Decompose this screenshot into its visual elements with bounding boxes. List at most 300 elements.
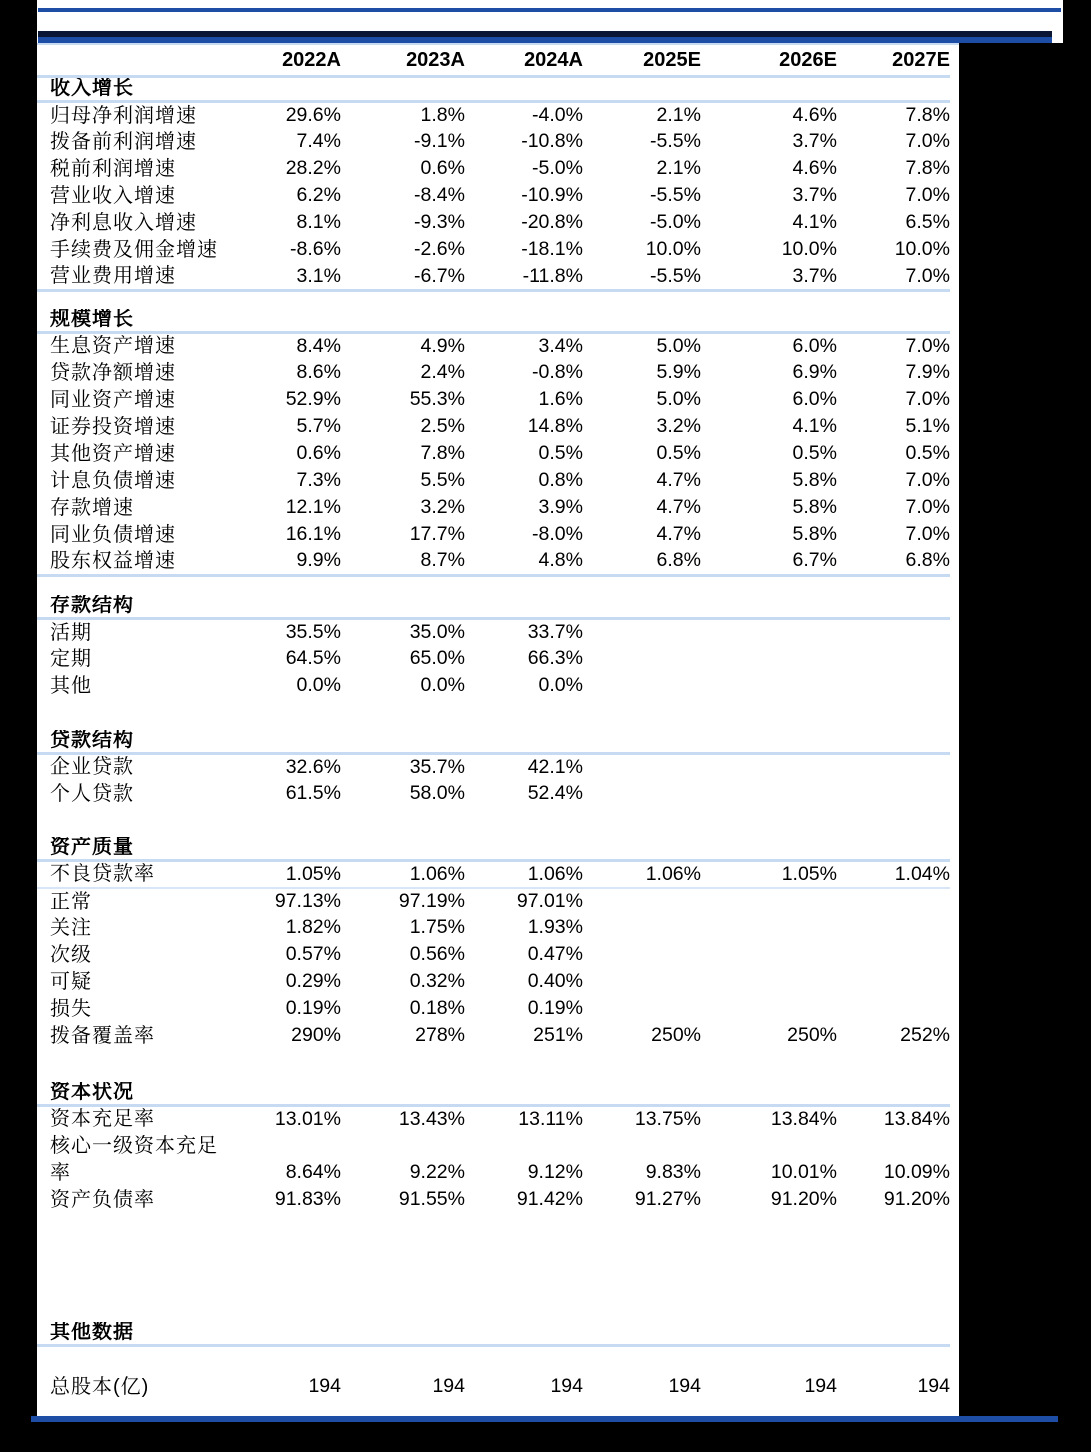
section-title: 存款结构 [37, 595, 950, 619]
table-row [37, 646, 950, 673]
cell-value [837, 673, 950, 700]
cell-value: 194 [668, 1375, 701, 1398]
cell-value: 0.19% [527, 997, 583, 1020]
cell-value: 4.6% [792, 157, 837, 180]
cell-value: -0.8% [532, 360, 583, 383]
section-title: 规模增长 [37, 309, 950, 333]
cell-value: 52.4% [527, 781, 583, 804]
cell-value: 9.22% [409, 1160, 465, 1183]
cell-value [583, 673, 701, 700]
cell-value: 1.05% [701, 861, 837, 888]
row-label: 率 [50, 1161, 71, 1184]
cell-value: 4.7% [656, 522, 701, 545]
table-row [37, 183, 950, 210]
cell-value: 5.0% [656, 387, 701, 410]
section-title: 资本状况 [37, 1082, 950, 1106]
cell-value: 3.7% [701, 264, 837, 291]
section-header-row [37, 595, 950, 619]
table-row [37, 861, 950, 888]
cell-value [465, 1132, 583, 1159]
cell-value: -9.1% [414, 130, 465, 153]
cell-value: 8.7% [341, 548, 465, 575]
row-label: 个人贷款 [50, 782, 134, 805]
cell-value: -5.5% [583, 264, 701, 291]
cell-value [701, 619, 837, 646]
row-label: 核心一级资本充足 [50, 1134, 218, 1157]
cell-value [583, 888, 701, 915]
cell-value: -4.0% [532, 104, 583, 126]
cell-value: 5.1% [905, 414, 950, 437]
cell-value: 194 [804, 1375, 837, 1398]
table-row [37, 359, 950, 386]
cell-value [701, 996, 837, 1023]
cell-value: 6.5% [905, 211, 950, 234]
cell-value: 91.20% [770, 1187, 837, 1210]
cell-value: 64.5% [285, 647, 341, 670]
row-label: 总股本(亿) [50, 1376, 150, 1398]
cell-value: 2.5% [420, 414, 465, 437]
cell-value: -20.8% [521, 211, 583, 234]
section-title: 其他数据 [37, 1322, 950, 1346]
cell-value: 194 [917, 1375, 950, 1398]
table-row [37, 888, 950, 915]
table-row [37, 548, 950, 575]
cell-value: 1.82% [285, 916, 341, 939]
cell-value: 8.64% [285, 1160, 341, 1183]
cell-value: 0.6% [420, 157, 465, 180]
financial-forecast-table [37, 45, 950, 1401]
cell-value: 52.9% [285, 387, 341, 410]
spacer-row [37, 807, 950, 837]
cell-value: 251% [533, 1024, 583, 1047]
row-label: 净利息收入增速 [50, 212, 197, 234]
cell-value: 4.6% [792, 104, 837, 126]
table-row [37, 753, 950, 780]
cell-value: 5.7% [296, 414, 341, 437]
spacer-cell [37, 1346, 950, 1374]
spacer-cell [37, 807, 950, 837]
table-row [37, 386, 950, 413]
table-row [37, 237, 950, 264]
cell-value [837, 780, 950, 807]
section-header-row [37, 837, 950, 861]
row-label: 可疑 [50, 971, 92, 993]
cell-value: 13.84% [883, 1107, 950, 1130]
year-column-header: 2025E [583, 45, 701, 77]
section-header-row [37, 309, 950, 333]
cell-value [341, 1132, 465, 1159]
cell-value: 55.3% [409, 387, 465, 410]
cell-value [701, 942, 837, 969]
cell-value: 2.1% [656, 157, 701, 180]
year-column-header: 2023A [341, 45, 465, 77]
cell-value: 0.47% [527, 943, 583, 966]
cell-value: 0.8% [538, 468, 583, 491]
cell-value [837, 888, 950, 915]
cell-value [837, 942, 950, 969]
cell-value: -10.8% [521, 130, 583, 153]
cell-value: 7.8% [905, 157, 950, 180]
cell-value: 9.12% [527, 1160, 583, 1183]
cell-value: 10.0% [894, 238, 950, 261]
cell-value: 6.8% [837, 548, 950, 575]
cell-value: 14.8% [527, 414, 583, 437]
section-title: 贷款结构 [37, 730, 950, 754]
cell-value: 0.0% [538, 674, 583, 697]
cell-value: -5.0% [532, 157, 583, 180]
cell-value: 1.93% [527, 916, 583, 939]
cell-value: 2.1% [656, 104, 701, 126]
cell-value: 1.06% [341, 861, 465, 888]
cell-value: 0.0% [296, 674, 341, 697]
section-header-row [37, 1322, 950, 1346]
top-rule-line [38, 8, 1061, 12]
cell-value: -10.9% [521, 184, 583, 207]
row-label: 拨备覆盖率 [50, 1025, 155, 1047]
cell-value: 5.8% [792, 495, 837, 518]
row-label: 归母净利润增速 [50, 104, 197, 127]
cell-value: 61.5% [285, 781, 341, 804]
cell-value: 0.18% [409, 997, 465, 1020]
cell-value [701, 753, 837, 780]
cell-value: 7.0% [905, 387, 950, 410]
row-label: 生息资产增速 [50, 335, 176, 358]
cell-value: 35.7% [409, 755, 465, 778]
cell-value: -5.5% [650, 130, 701, 153]
spacer-cell [37, 1050, 950, 1082]
table-row [37, 1132, 950, 1159]
row-label: 同业资产增速 [50, 388, 176, 411]
row-label: 正常 [50, 890, 92, 913]
row-label: 同业负债增速 [50, 523, 176, 546]
year-column-header: 2027E [837, 45, 950, 77]
row-label: 不良贷款率 [37, 861, 237, 888]
cell-value: 91.83% [274, 1187, 341, 1210]
row-label: 资产负债率 [50, 1188, 155, 1211]
table-row [37, 210, 950, 237]
cell-value: 35.5% [285, 621, 341, 643]
cell-value [837, 753, 950, 780]
year-column-header: 2024A [465, 45, 583, 77]
cell-value: 1.04% [837, 861, 950, 888]
cell-value [583, 753, 701, 780]
cell-value: 1.06% [583, 861, 701, 888]
cell-value: 35.0% [409, 621, 465, 643]
cell-value [701, 780, 837, 807]
spacer-cell [37, 291, 950, 309]
cell-value [837, 1132, 950, 1159]
table-row [37, 102, 950, 129]
cell-value: 6.8% [583, 548, 701, 575]
cell-value: 9.9% [237, 548, 341, 575]
row-label: 手续费及佣金增速 [50, 239, 218, 261]
table-row [37, 780, 950, 807]
row-label: 企业贷款 [50, 756, 134, 779]
row-label: 其他 [50, 675, 92, 697]
cell-value: 0.5% [538, 441, 583, 464]
table-row [37, 1105, 950, 1132]
table-row [37, 521, 950, 548]
cell-value: 4.1% [792, 414, 837, 437]
cell-value: 4.1% [792, 211, 837, 234]
table-row [37, 969, 950, 996]
cell-value: 6.2% [296, 184, 341, 207]
cell-value: 7.0% [905, 495, 950, 518]
table-row [37, 440, 950, 467]
cell-value: 32.6% [285, 755, 341, 778]
cell-value: 7.3% [296, 468, 341, 491]
row-label: 活期 [50, 621, 92, 644]
cell-value: -8.0% [532, 522, 583, 545]
cell-value [837, 969, 950, 996]
cell-value [237, 1132, 341, 1159]
cell-value: 10.09% [883, 1160, 950, 1183]
cell-value: 7.8% [905, 104, 950, 126]
cell-value: 0.0% [420, 674, 465, 697]
cell-value: 7.9% [905, 360, 950, 383]
table-top-rule-line [38, 31, 1052, 43]
label-column-header [37, 45, 237, 77]
cell-value [583, 646, 701, 673]
cell-value: 194 [550, 1375, 583, 1398]
cell-value: 91.27% [634, 1187, 701, 1210]
cell-value: 97.13% [274, 889, 341, 912]
table-row [37, 156, 950, 183]
cell-value: 8.4% [296, 334, 341, 357]
cell-value: 6.0% [792, 387, 837, 410]
cell-value: 3.7% [792, 130, 837, 153]
section-title: 资产质量 [37, 837, 950, 861]
cell-value: 3.2% [420, 495, 465, 518]
row-label: 拨备前利润增速 [50, 131, 197, 153]
table-row [37, 619, 950, 646]
cell-value: 91.55% [398, 1187, 465, 1210]
section-title: 收入增长 [37, 77, 950, 102]
table-row [37, 996, 950, 1023]
cell-value: -6.7% [341, 264, 465, 291]
cell-value: 278% [415, 1024, 465, 1047]
cell-value: 4.7% [656, 468, 701, 491]
cell-value: 4.7% [656, 495, 701, 518]
cell-value: 0.40% [527, 970, 583, 993]
cell-value: 16.1% [285, 522, 341, 545]
cell-value: -2.6% [414, 238, 465, 261]
spacer-row [37, 700, 950, 730]
year-header-row [37, 45, 950, 77]
cell-value: 97.19% [398, 889, 465, 912]
row-label: 资本充足率 [50, 1108, 155, 1131]
cell-value: 0.56% [409, 943, 465, 966]
spacer-row [37, 1346, 950, 1374]
cell-value [701, 673, 837, 700]
section-header-row [37, 1082, 950, 1106]
table-row [37, 413, 950, 440]
cell-value: 10.0% [781, 238, 837, 261]
table-row [37, 332, 950, 359]
row-label: 税前利润增速 [50, 158, 176, 180]
cell-value: 42.1% [527, 755, 583, 778]
cell-value: 5.8% [792, 522, 837, 545]
table-row [37, 1159, 950, 1186]
row-label: 关注 [50, 917, 92, 939]
cell-value [583, 996, 701, 1023]
cell-value [701, 646, 837, 673]
row-label: 贷款净额增速 [50, 361, 176, 384]
table-row [37, 1186, 950, 1213]
cell-value: 7.4% [296, 130, 341, 153]
table-panel [37, 43, 959, 1416]
cell-value: -5.0% [650, 211, 701, 234]
cell-value: 13.11% [518, 1107, 583, 1130]
cell-value: -18.1% [521, 238, 583, 261]
cell-value: 0.32% [409, 970, 465, 993]
cell-value [837, 646, 950, 673]
spacer-row [37, 1213, 950, 1322]
cell-value: -11.8% [465, 264, 583, 291]
table-row [37, 494, 950, 521]
cell-value: 28.2% [285, 157, 341, 180]
table-row [37, 1374, 950, 1401]
cell-value [583, 619, 701, 646]
table-row [37, 673, 950, 700]
cell-value: 3.1% [237, 264, 341, 291]
row-label: 股东权益增速 [37, 548, 237, 575]
cell-value: 65.0% [409, 647, 465, 670]
cell-value: 3.4% [538, 334, 583, 357]
spacer-cell [37, 700, 950, 730]
spacer-cell [37, 575, 950, 595]
cell-value [701, 1132, 837, 1159]
cell-value [583, 1132, 701, 1159]
year-column-header: 2022A [237, 45, 341, 77]
spacer-cell [37, 1213, 950, 1322]
bottom-rule-line [31, 1416, 1058, 1422]
cell-value: -8.4% [414, 184, 465, 207]
cell-value: 1.8% [420, 104, 465, 126]
cell-value: 0.29% [285, 970, 341, 993]
spacer-row [37, 1050, 950, 1082]
cell-value: 97.01% [516, 889, 583, 912]
cell-value: 8.6% [296, 360, 341, 383]
cell-value: 250% [787, 1024, 837, 1047]
spacer-row [37, 291, 950, 309]
cell-value: 58.0% [409, 781, 465, 804]
row-label: 存款增速 [50, 496, 134, 519]
cell-value [837, 619, 950, 646]
cell-value: 290% [291, 1024, 341, 1047]
cell-value: 7.8% [420, 441, 465, 464]
cell-value: 33.7% [527, 621, 583, 643]
cell-value: 7.0% [905, 334, 950, 357]
row-label: 损失 [50, 998, 92, 1020]
year-column-header: 2026E [701, 45, 837, 77]
cell-value: 9.83% [645, 1160, 701, 1183]
cell-value: 6.0% [792, 334, 837, 357]
cell-value: 3.9% [538, 495, 583, 518]
cell-value: 91.42% [516, 1187, 583, 1210]
cell-value: 3.7% [792, 184, 837, 207]
table-row [37, 264, 950, 291]
cell-value: 10.0% [645, 238, 701, 261]
cell-value: 4.8% [465, 548, 583, 575]
cell-value: 1.06% [465, 861, 583, 888]
section-header-row [37, 730, 950, 754]
row-label: 计息负债增速 [50, 469, 176, 492]
cell-value: 5.5% [420, 468, 465, 491]
cell-value: 66.3% [527, 647, 583, 670]
cell-value: 13.75% [634, 1107, 701, 1130]
cell-value: 0.5% [656, 441, 701, 464]
cell-value: 7.0% [837, 264, 950, 291]
cell-value: 8.1% [296, 211, 341, 234]
row-label: 定期 [50, 648, 92, 670]
cell-value: 252% [900, 1024, 950, 1047]
cell-value [583, 942, 701, 969]
cell-value [583, 969, 701, 996]
cell-value [701, 915, 837, 942]
cell-value: 6.7% [701, 548, 837, 575]
cell-value: 0.5% [905, 441, 950, 464]
cell-value: -9.3% [414, 211, 465, 234]
spacer-row [37, 575, 950, 595]
table-row [37, 942, 950, 969]
cell-value: 7.0% [905, 468, 950, 491]
cell-value: -8.6% [290, 238, 341, 261]
section-header-row [37, 77, 950, 102]
cell-value: 0.19% [285, 997, 341, 1020]
cell-value: -5.5% [650, 184, 701, 207]
top-header-band [37, 0, 1063, 43]
row-label: 证券投资增速 [50, 415, 176, 438]
cell-value: 5.9% [656, 360, 701, 383]
cell-value: 1.05% [237, 861, 341, 888]
cell-value: 1.6% [538, 387, 583, 410]
cell-value: 7.0% [905, 184, 950, 207]
cell-value: 194 [432, 1375, 465, 1398]
cell-value: 3.2% [656, 414, 701, 437]
cell-value: 17.7% [409, 522, 465, 545]
cell-value [837, 996, 950, 1023]
cell-value: 7.0% [905, 522, 950, 545]
table-row [37, 915, 950, 942]
cell-value: 0.57% [285, 943, 341, 966]
cell-value: 0.6% [296, 441, 341, 464]
cell-value: 4.9% [420, 334, 465, 357]
cell-value: 13.43% [398, 1107, 465, 1130]
cell-value: 13.01% [274, 1107, 341, 1130]
cell-value: 5.8% [792, 468, 837, 491]
cell-value: 250% [651, 1024, 701, 1047]
cell-value: 6.9% [792, 360, 837, 383]
table-row [37, 129, 950, 156]
cell-value: 0.5% [792, 441, 837, 464]
cell-value: 12.1% [285, 495, 341, 518]
cell-value: 10.01% [770, 1160, 837, 1183]
cell-value: 7.0% [905, 130, 950, 153]
cell-value: 13.84% [770, 1107, 837, 1130]
cell-value: 1.75% [409, 916, 465, 939]
row-label: 营业费用增速 [37, 264, 237, 291]
cell-value [701, 888, 837, 915]
row-label: 营业收入增速 [50, 185, 176, 207]
cell-value [583, 780, 701, 807]
table-row [37, 1023, 950, 1050]
cell-value [701, 969, 837, 996]
cell-value [583, 915, 701, 942]
cell-value [837, 915, 950, 942]
table-row [37, 467, 950, 494]
cell-value: 2.4% [420, 360, 465, 383]
